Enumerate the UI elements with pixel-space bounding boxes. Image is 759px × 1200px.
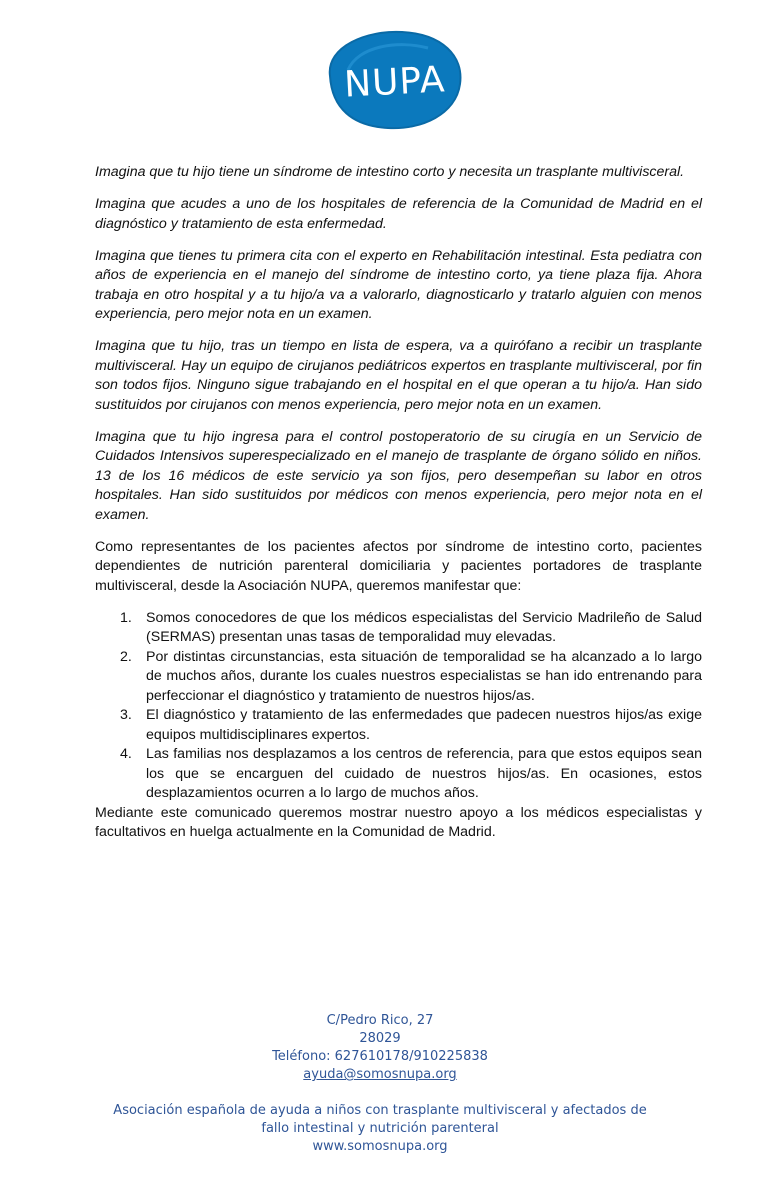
- nupa-logo-mark: [318, 26, 466, 134]
- list-number: 4.: [120, 746, 132, 762]
- closing-paragraph: Mediante este comunicado queremos mostrar nuestro apoyo a los médicos especialistas y facultativos en huelga actualmente en la Comunidad de Madrid.: [95, 804, 702, 840]
- nupa-logo: [318, 26, 466, 134]
- footer-email-link[interactable]: ayuda@somosnupa.org: [303, 1067, 457, 1082]
- scenario-paragraph: Imagina que tienes tu primera cita con el experto en Rehabilitación intestinal. Esta pediatra con años de experiencia en el manejo del síndrome de intestino corto, ya tiene plaza fija. Ahora trabaja en otro hospital y a tu hijo/a va a valorarlo, diagnosticarlo y tratarlo alguien con menos experiencia, pero mejor nota en un examen.: [95, 247, 702, 322]
- list-item-text: El diagnóstico y tratamiento de las enfermedades que padecen nuestros hijos/as exige equipos multidisciplinares expertos.: [146, 707, 702, 743]
- logo-text: NUPA: [343, 59, 447, 106]
- footer-postal-code: 28029: [359, 1031, 401, 1046]
- list-item: [120, 648, 702, 707]
- scenario-paragraph: Imagina que tu hijo ingresa para el control postoperatorio de su cirugía en un Servicio de Cuidados Intensivos superespecializado en el manejo de trasplante de órgano sólido en niños. 13 de los 16 médicos de este servicio ya son fijos, pero desempeñan su labor en otros hospitales. Han sido sustituidos por médicos con menos experiencia, pero mejor nota en el examen.: [95, 428, 702, 523]
- list-item: [120, 706, 702, 745]
- scenario-paragraph: Imagina que tu hijo, tras un tiempo en lista de espera, va a quirófano a recibir un trasplante multivisceral. Hay un equipo de cirujanos pediátricos expertos en trasplante multivisceral, por fin son todos fijos. Ninguno sigue trabajando en el hospital en el que operan a tu hijo/a. Han sido sustituidos por cirujanos con menos experiencia, pero mejor nota en un examen.: [95, 338, 702, 413]
- list-item: [120, 609, 702, 648]
- list-number: 3.: [120, 707, 132, 723]
- scenario-paragraph: Imagina que tu hijo tiene un síndrome de intestino corto y necesita un trasplante multivisceral.: [95, 164, 685, 180]
- statement-intro: Como representantes de los pacientes afectos por síndrome de intestino corto, pacientes dependientes de nutrición parenteral domiciliaria y pacientes portadores de trasplante multivisceral, desde la Asociación NUPA, queremos manifestar que:: [95, 538, 702, 594]
- list-item-text: Por distintas circunstancias, esta situación de temporalidad se ha alcanzado a lo largo de muchos años, durante los cuales nuestros especialistas se han ido entrenando para perfeccionar el diagnóstico y tratamiento de nuestros hijos/as.: [146, 648, 702, 704]
- letter-body: [95, 163, 702, 855]
- footer-phone: Teléfono: 627610178/910225838: [272, 1049, 488, 1064]
- footer-association-line: fallo intestinal y nutrición parenteral: [261, 1121, 499, 1136]
- list-number: 2.: [120, 648, 132, 665]
- list-item-text: Las familias nos desplazamos a los centros de referencia, para que estos equipos sean los que se encarguen del cuidado de nuestros hijos/as. En ocasiones, estos desplazamientos ocurren a lo largo de muchos años.: [146, 746, 702, 801]
- list-item-text: Somos conocedores de que los médicos especialistas del Servicio Madrileño de Salud (SERMAS) presentan unas tasas de temporalidad muy elevadas.: [146, 609, 702, 645]
- footer-website-link[interactable]: www.somosnupa.org: [312, 1139, 448, 1154]
- footer: [80, 1012, 680, 1156]
- footer-address: C/Pedro Rico, 27: [326, 1013, 434, 1028]
- list-number: 1.: [120, 609, 132, 626]
- footer-association-line: Asociación española de ayuda a niños con trasplante multivisceral y afectados de: [113, 1103, 647, 1118]
- list-item: [120, 745, 702, 804]
- points-list: [95, 609, 702, 804]
- scenario-paragraph: Imagina que acudes a uno de los hospitales de referencia de la Comunidad de Madrid en el diagnóstico y tratamiento de esta enfermedad.: [95, 196, 702, 232]
